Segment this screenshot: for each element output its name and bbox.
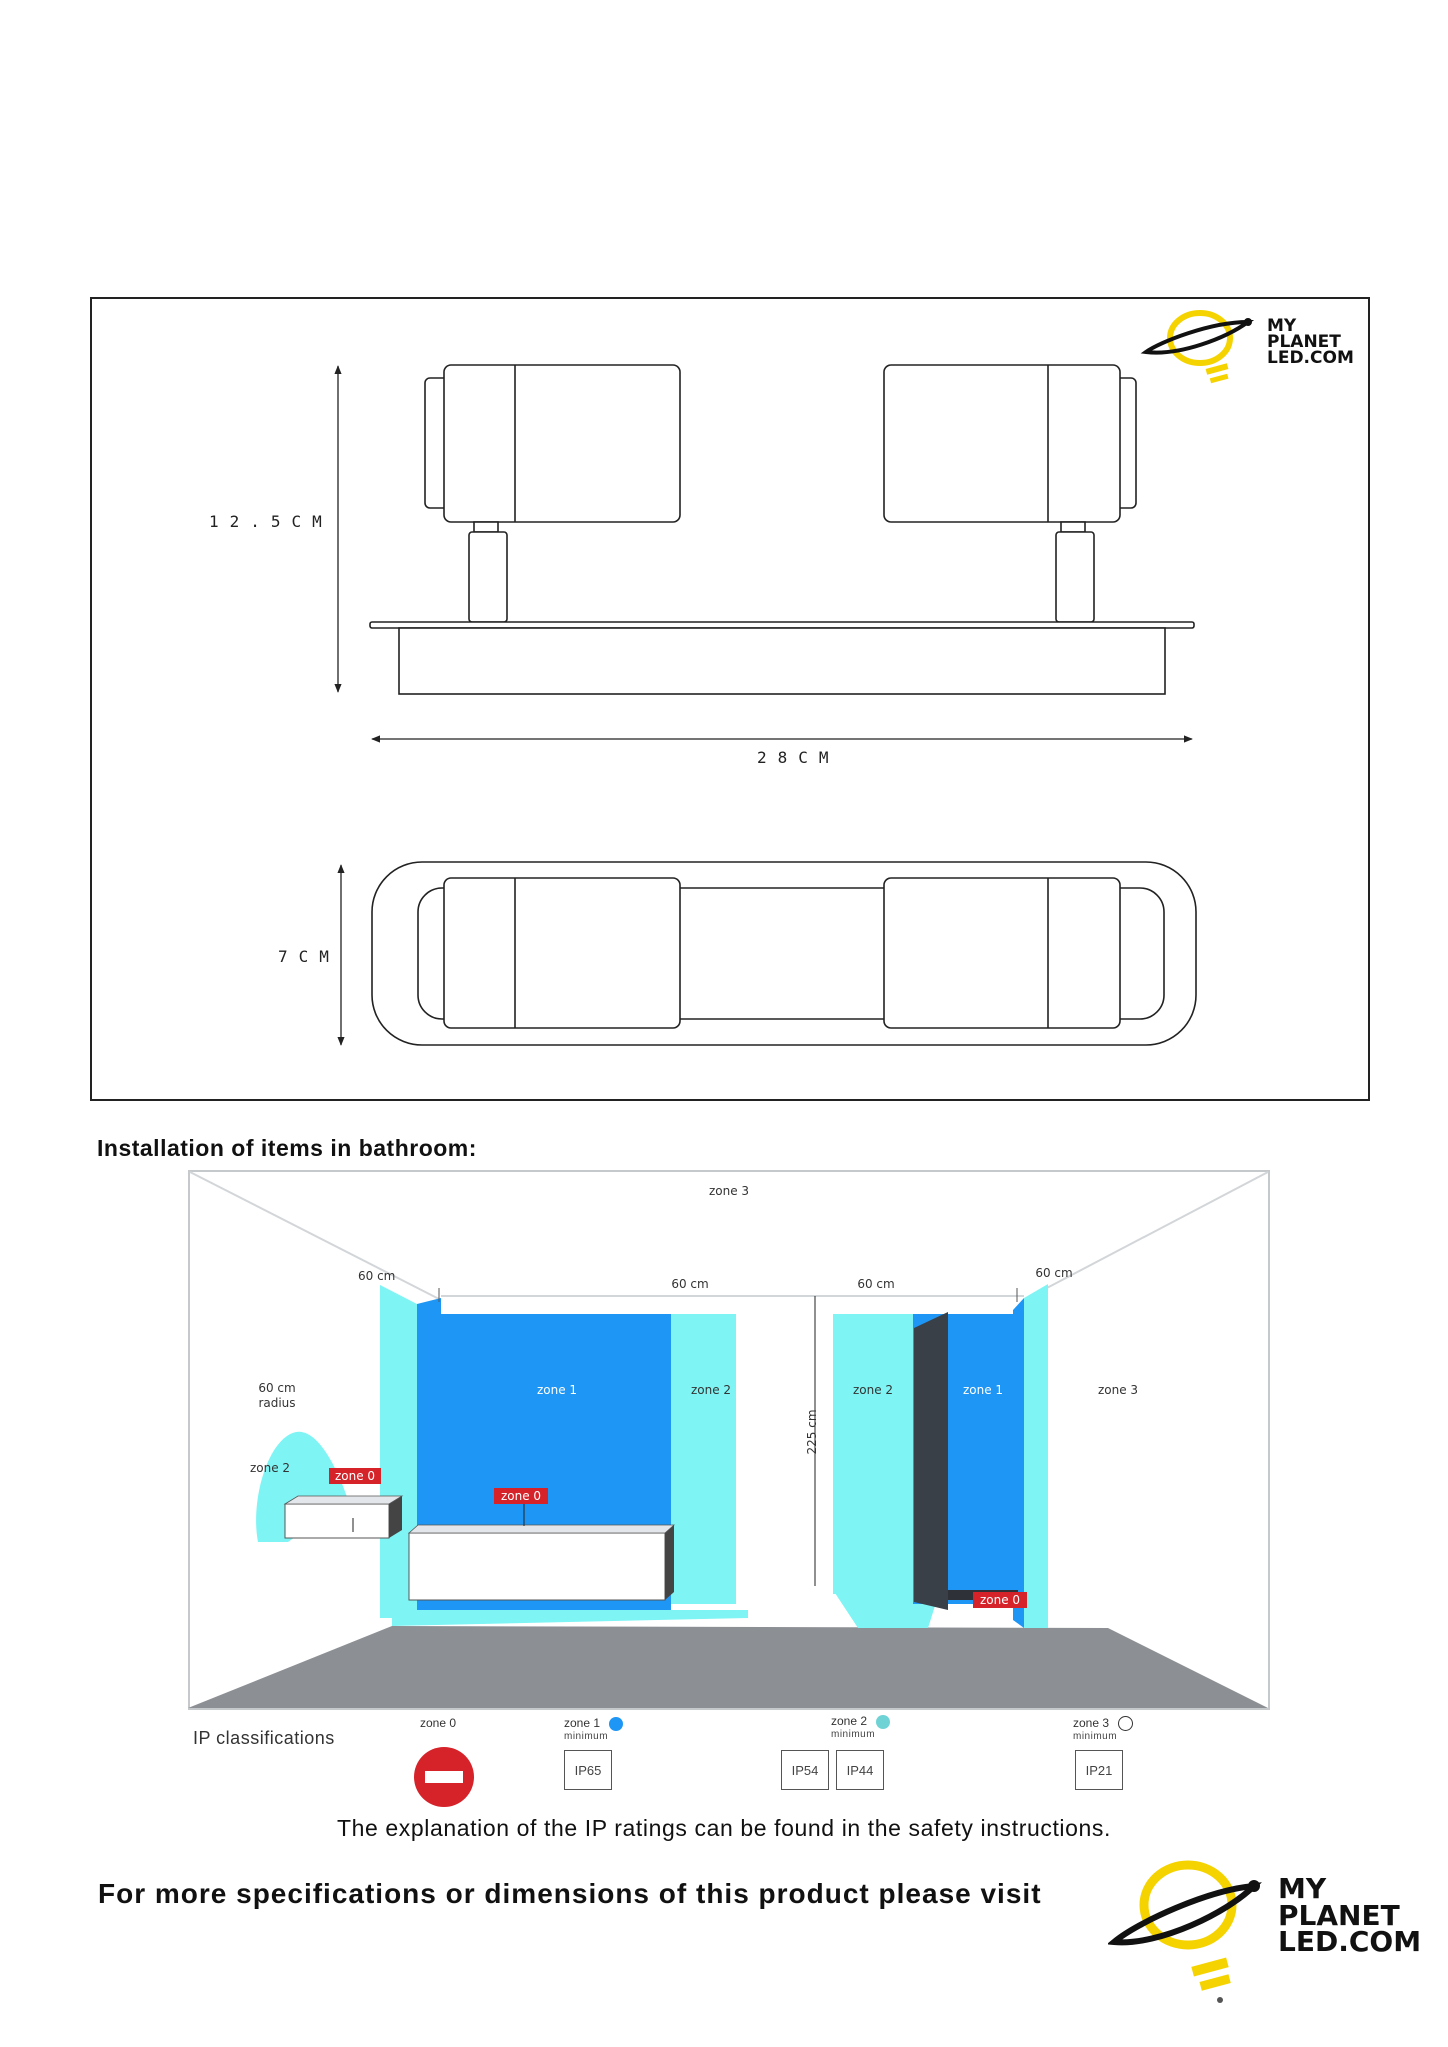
label-zone1-right: zone 1 xyxy=(962,1383,1004,1397)
label-60cm-b: 60 cm xyxy=(671,1277,709,1291)
ip-code-zone2-a: IP54 xyxy=(781,1750,829,1790)
logo-large-line-2: PLANET xyxy=(1278,1898,1400,1932)
ip-zone3-label xyxy=(1073,1716,1133,1742)
ip-classifications-title: IP classifications xyxy=(193,1728,335,1748)
logo-large-line-1: MY xyxy=(1278,1872,1327,1905)
label-60cm-a: 60 cm xyxy=(358,1269,396,1283)
label-zone0-shower: zone 0 xyxy=(979,1593,1021,1607)
ip-code-zone3: IP21 xyxy=(1075,1750,1123,1790)
bathroom-section-title: Installation of items in bathroom: xyxy=(97,1135,477,1161)
spot-left-head xyxy=(444,365,680,522)
label-zone3-right: zone 3 xyxy=(1097,1383,1139,1397)
label-zone0-bath: zone 0 xyxy=(500,1489,542,1503)
label-225cm: 225 cm xyxy=(805,1409,819,1455)
logo-line-1: MY xyxy=(1267,316,1297,336)
width-label: 28CM xyxy=(757,748,840,767)
ip-zone2-minimum: minimum xyxy=(831,1728,876,1740)
bath-tub xyxy=(409,1533,665,1600)
ip-code-zone2-b: IP44 xyxy=(836,1750,884,1790)
base-bar xyxy=(399,628,1165,694)
label-zone2-left: zone 2 xyxy=(690,1383,732,1397)
brand-logo-large-text xyxy=(1278,1872,1422,1959)
zone2-dot-icon xyxy=(876,1715,890,1729)
label-zone2-sink: zone 2 xyxy=(249,1461,291,1475)
logo-line-3: LED.COM xyxy=(1267,348,1354,369)
ip-zone1-label xyxy=(564,1716,623,1742)
ip-code-zone1: IP65 xyxy=(564,1750,612,1790)
ip-zone3-minimum: minimum xyxy=(1073,1731,1118,1743)
ip-zone2-label xyxy=(831,1714,890,1740)
zone2-left xyxy=(671,1314,736,1604)
logo-line-2: PLANET xyxy=(1267,332,1341,353)
logo-large-line-3: LED.COM xyxy=(1278,1925,1422,1959)
ip-zone3-text: zone 3 xyxy=(1073,1716,1110,1730)
shower-door xyxy=(914,1312,948,1610)
ip-zone1-minimum: minimum xyxy=(564,1730,609,1742)
ip-zone1-text: zone 1 xyxy=(564,1716,601,1730)
brand-logo-text xyxy=(1267,316,1354,369)
height-label: 12.5CM xyxy=(209,512,333,531)
ip-ratings-note: The explanation of the IP ratings can be found in the safety instructions. xyxy=(336,1815,1112,1841)
label-radius-1: 60 cm xyxy=(258,1381,296,1395)
label-60cm-d: 60 cm xyxy=(1035,1266,1073,1280)
zone3-dot-icon xyxy=(1118,1716,1133,1731)
footer-visit-text: For more specifications or dimensions of this product please visit xyxy=(98,1878,1042,1909)
no-entry-icon xyxy=(413,1746,475,1808)
label-zone3-top: zone 3 xyxy=(708,1184,750,1198)
zone1-dot-icon xyxy=(609,1717,623,1731)
ip-zone0-label: zone 0 xyxy=(420,1716,457,1730)
ip-zone2-text: zone 2 xyxy=(831,1714,868,1728)
brand-logo-icon xyxy=(1140,304,1260,390)
brand-logo-large-icon xyxy=(1108,1850,1268,2030)
sink xyxy=(285,1504,389,1538)
depth-label: 7CM xyxy=(278,947,340,966)
label-60cm-c: 60 cm xyxy=(857,1277,895,1291)
label-zone2-right: zone 2 xyxy=(852,1383,894,1397)
zone2-right xyxy=(833,1314,913,1594)
label-radius-2: radius xyxy=(258,1396,296,1410)
label-zone1-left: zone 1 xyxy=(536,1383,578,1397)
spot-right-head xyxy=(884,365,1120,522)
label-zone0-sink: zone 0 xyxy=(334,1469,376,1483)
bathroom-zone-diagram xyxy=(188,1170,1270,1710)
